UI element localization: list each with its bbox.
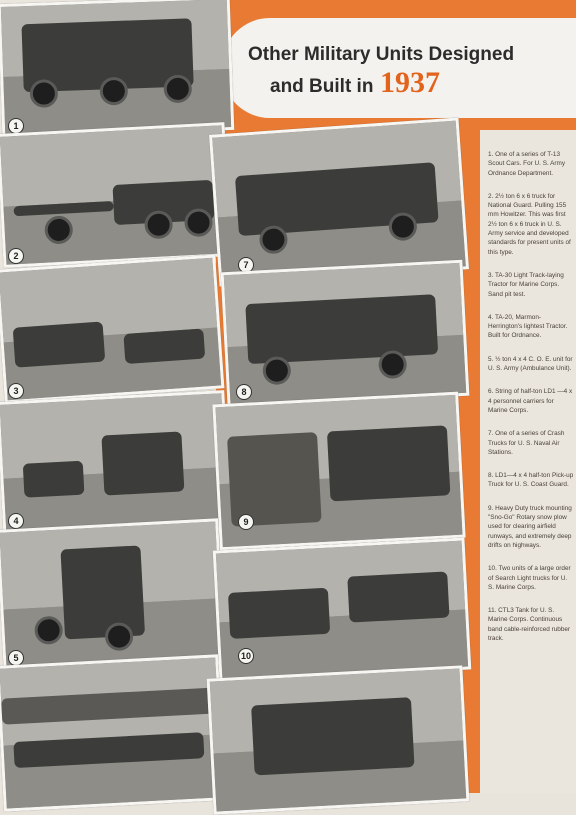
photo-number: 8	[236, 384, 252, 400]
photo-personnel-carriers	[0, 654, 226, 811]
caption-item: 10. Two units of a large order of Search Light trucks for U. S. Marine Corps.	[488, 565, 571, 591]
photo-pickup-truck	[221, 260, 470, 408]
photo-ctl3-tank	[207, 665, 470, 814]
page-title-line2: and Built in	[270, 76, 374, 97]
photo-scout-car	[0, 0, 234, 138]
photo-number: 3	[8, 383, 24, 399]
caption-item: 5. ½ ton 4 x 4 C. O. E. unit for U. S. Army (Ambulance Unit).	[488, 355, 573, 373]
caption-item: 6. String of half-ton LD1 —4 x 4 personnel carriers for Marine Corps.	[488, 388, 573, 414]
photo-track-tractor	[0, 254, 224, 403]
photo-number: 4	[8, 513, 24, 529]
caption-list	[488, 150, 574, 657]
caption-item: 1. One of a series of T-13 Scout Cars. For U. S. Army Ordnance Department.	[488, 151, 566, 177]
caption-item: 7. One of a series of Crash Trucks for U. S. Naval Air Stations.	[488, 430, 565, 456]
photo-howitzer-truck	[0, 122, 231, 268]
page-title-year: 1937	[380, 66, 440, 99]
caption-item: 9. Heavy Duty truck mounting "Sno-Go" Rotary snow plow used for clearing airfield runways, and extremely deep drifts on highways.	[488, 504, 572, 549]
photo-number: 7	[238, 257, 254, 273]
caption-item: 2. 2½ ton 6 x 6 truck for National Guard. Pulling 155 mm Howitzer. This was first 2½ ton 6 x 6 truck in U. S. Army service and developed standards for present units of this type.	[488, 192, 571, 256]
photo-number: 5	[8, 650, 24, 666]
photo-number: 1	[8, 118, 24, 134]
caption-item: 8. LD1—4 x 4 half-ton Pick-up Truck for U. S. Coast Guard.	[488, 472, 574, 489]
caption-item: 4. TA-20, Marmon-Herrington's lightest Tractor. Built for Ordnance.	[488, 313, 568, 340]
photo-ambulance-unit	[0, 518, 226, 675]
photo-number: 2	[8, 248, 24, 264]
caption-item: 11. CTL3 Tank for U. S. Marine Corps. Continuous band cable-reinforced rubber track.	[488, 607, 571, 642]
photo-number: 10	[238, 648, 254, 664]
page-title-line1: Other Military Units Designed	[248, 44, 515, 65]
photo-number: 9	[238, 514, 254, 530]
caption-item: 3. TA-30 Light Track-laying Tractor for Marine Corps. Sand pit test.	[488, 271, 564, 298]
